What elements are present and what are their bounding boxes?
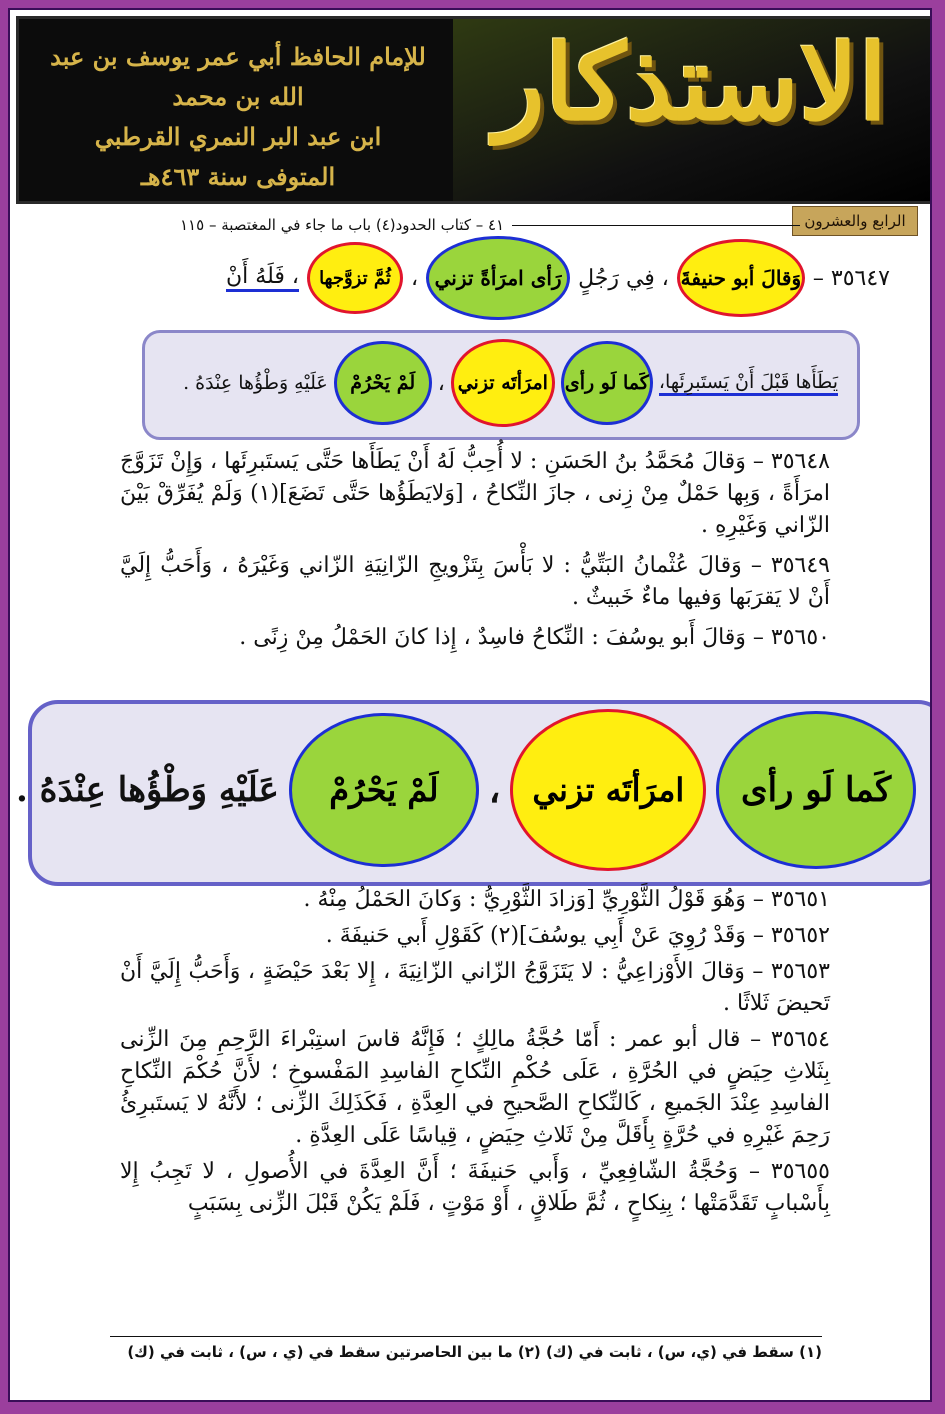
highlight-bubble: كَما لَو رأى [716, 711, 916, 869]
text-block [120, 884, 830, 1220]
highlight-bubble: امرَأتَه تزني [451, 339, 555, 427]
author-line: ابن عبد البر النمري القرطبي [94, 122, 382, 151]
text-block [120, 446, 830, 654]
highlight-box-large-content [16, 706, 916, 874]
running-head [180, 216, 800, 234]
text-segment: ، فِي رَجُلٍ [578, 265, 669, 291]
text-segment: ، فَلَهُ أَنْ [226, 264, 299, 292]
highlight-bubble: امرَأتَه تزني [510, 709, 706, 871]
highlight-bubble: لَمْ يَحْرُمْ [334, 341, 432, 425]
entry-number: ٣٥٦٤٧ – [812, 265, 890, 291]
paragraph: ٣٥٦٤٨ – وَقالَ مُحَمَّدُ بنُ الحَسَنِ : لا أُحِبُّ لَهُ أَنْ يَطَأَها حَتَّى يَستَبرِئَها ، وَإِنْ تَزَوَّجَ امرَأَةً ، وَبِها حَمْلٌ مِنْ زِنى ، جازَ النِّكاحُ ، [وَلايَطَؤُها حَتَّى تَضَعَ](١) وَلَمْ يُفَرِّقْ بَيْنَ الزّاني وَغَيْرِهِ . [120, 449, 830, 538]
paragraph: ٣٥٦٥٤ – قال أبو عمر : أَمّا حُجَّةُ مالِكٍ ؛ فَإِنَّهُ قاسَ استِبْراءَ الرَّحِمِ مِنَ الزِّنى بِثَلاثِ حِيَضٍ في الحُرَّةِ ، عَلَى حُكْمِ النِّكاحِ الفاسِدِ المَفْسوخِ ؛ لأَنَّ حُكْمَ النِّكاحِ الفاسِدِ عِنْدَ الجَميعِ ، كَالنِّكاحِ الصَّحيحِ في العِدَّةِ ، فَكَذَلِكَ الزِّنى ؛ لأَنَّهُ لا يَستَبرِئُ رَحِمَ غَيْرِهِ في حُرَّةٍ بِأَقَلَّ مِنْ ثَلاثِ حِيَضٍ ، قِياسًا عَلَى العِدَّةِ . [120, 1027, 830, 1148]
highlight-box-small-content [138, 334, 838, 432]
paragraph: ٣٥٦٥١ – وَهُوَ قَوْلُ الثَّوْرِيِّ [وَزادَ الثَّوْرِيُّ : وَكانَ الحَمْلُ مِنْهُ . [303, 887, 830, 912]
paragraph: ٣٥٦٤٩ – وَقالَ عُثْمانُ البَتِّيُّ : لا بَأْسَ بِتَزْويجِ الزّانِيَةِ الزّاني وَغَيْرَهُ ، وَأَحَبُّ إِلَيَّ أَنْ لا يَقرَبَها وَفيها ماءٌ خَبيثٌ . [120, 553, 830, 610]
text-segment: ، [437, 370, 445, 396]
paragraph: ٣٥٦٥٢ – وَقَدْ رُوِيَ عَنْ أَبِي يوسُفَ](٢) كَقَوْلِ أَبي حَنيفَةَ . [325, 923, 830, 948]
author-line: للإمام الحافظ أبي عمر يوسف بن عبد الله بن محمد [50, 42, 426, 111]
text-segment: ، [410, 265, 419, 291]
highlight-bubble: رَأى امرَأةً تزني [426, 236, 570, 320]
text-segment: ، [488, 769, 501, 811]
highlight-bubble: وَقالَ أبو حنيفةَ [677, 239, 805, 317]
paragraph: ٣٥٦٥٠ – وَقالَ أَبو يوسُفَ : النِّكاحُ فاسِدٌ ، إِذا كانَ الحَمْلُ مِنْ زِنًى . [239, 625, 830, 650]
text-segment: عَلَيْهِ وَطْؤُها عِنْدَهُ . [16, 770, 279, 810]
author-line: المتوفى سنة ٤٦٣هـ [140, 162, 336, 191]
text-segment: عَلَيْهِ وَطْؤُها عِنْدَهُ . [183, 372, 328, 394]
paragraph: ٣٥٦٥٣ – وَقالَ الأَوْزاعِيُّ : لا يَتَزَوَّجُ الزّاني الزّانِيَةَ ، إِلا بَعْدَ حَيْضَةٍ ، وَأَحَبُّ إِلَيَّ أَنْ تَحيضَ ثَلاثًا . [120, 959, 830, 1016]
highlight-bubble: ثُمَّ تزوَّجها [307, 242, 403, 314]
running-head-text: ٤١ – كتاب الحدود(٤) باب ما جاء في المغتصبة – ١١٥ [180, 216, 505, 234]
running-head-rule [512, 225, 800, 226]
book-title: الاستذكار [494, 21, 888, 144]
paragraph: ٣٥٦٥٥ – وَحُجَّةُ الشّافِعِيِّ ، وَأَبي حَنيفَةَ ؛ أَنَّ العِدَّةَ في الأُصولِ ، لا تَجِبُ إِلا بِأَسْبابٍ تَقَدَّمَتْها ؛ بِنِكاحٍ ، ثُمَّ طَلاقٍ ، أَوْ مَوْتٍ ، فَلَمْ يَكُنْ قَبْلَ الزِّنى بِسَبَبٍ [120, 1159, 830, 1216]
volume-label: الرابع والعشرون [792, 206, 918, 236]
author-block [33, 37, 443, 197]
highlight-line-1 [70, 238, 890, 318]
highlight-bubble: لَمْ يَحْرُمْ [289, 713, 479, 867]
footnote: (١) سقط في (ي، س) ، ثابت في (ك) (٢) ما بين الحاصرتين سقط في (ي ، س) ، ثابت في (ك) [110, 1336, 822, 1361]
highlight-bubble: كَما لَو رأى [561, 341, 653, 425]
text-segment: يَطَأَها قَبْلَ أَنْ يَستَبرِئَها، [659, 371, 838, 396]
title-banner [16, 16, 932, 204]
document-page [8, 8, 932, 1402]
